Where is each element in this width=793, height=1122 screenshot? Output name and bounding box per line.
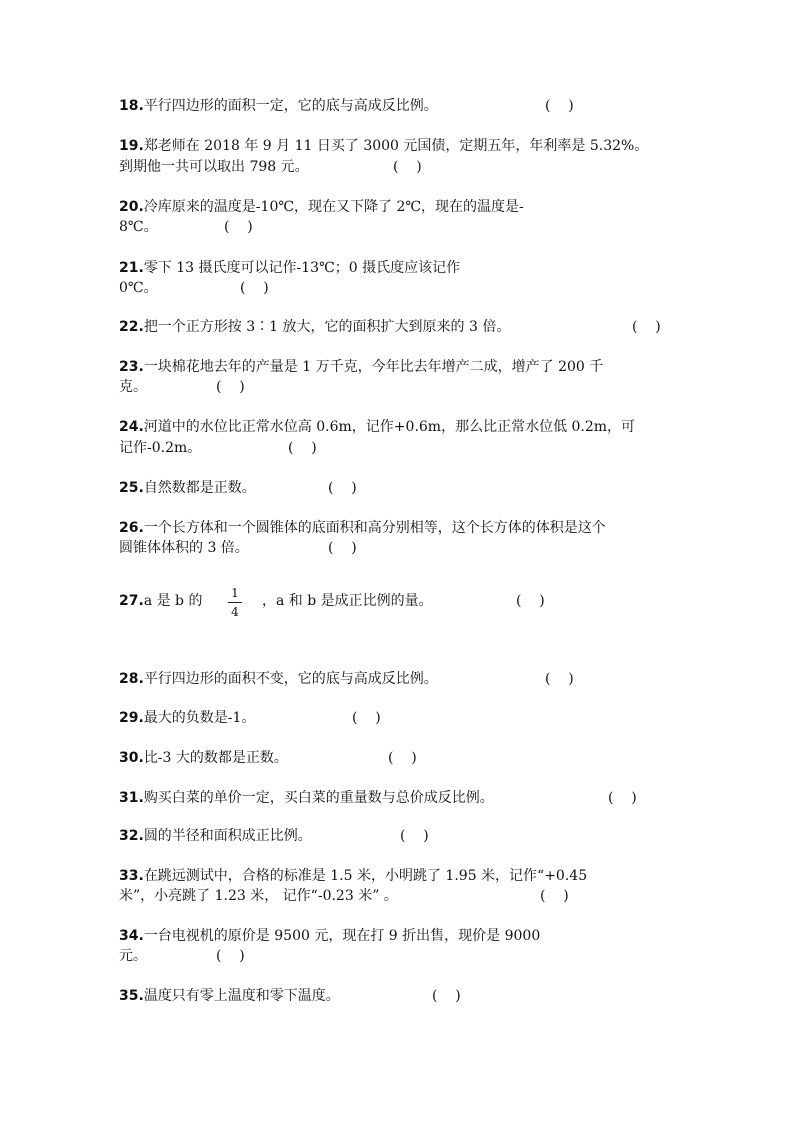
question-text: 克。 [119, 379, 147, 395]
question-number: 25. [119, 480, 144, 496]
question-text: a 是 b 的 [143, 593, 203, 609]
question-18 [119, 96, 438, 116]
question-20-line-2 [119, 217, 158, 237]
question-23 [119, 357, 603, 377]
question-number: 18. [119, 98, 144, 114]
question-27-continuation [262, 591, 433, 611]
question-33-line-2 [119, 886, 398, 906]
answer-parentheses[interactable]: ( ) [216, 948, 245, 964]
answer-parentheses[interactable]: ( ) [328, 540, 357, 556]
question-25 [119, 478, 256, 498]
fraction-one-quarter [228, 586, 242, 619]
question-text: 0℃。 [119, 280, 158, 296]
fraction-bar [228, 602, 242, 603]
question-number: 32. [119, 828, 144, 844]
question-21 [119, 258, 460, 278]
answer-parentheses[interactable]: ( ) [516, 593, 545, 609]
question-20 [119, 197, 524, 217]
question-text: 河道中的水位比正常水位高 0.6m，记作+0.6m，那么比正常水位低 0.2m，可 [143, 419, 636, 435]
answer-parentheses[interactable]: ( ) [432, 988, 461, 1004]
question-text: 冷库原来的温度是-10℃，现在又下降了 2℃，现在的温度是- [143, 199, 524, 215]
question-text: 自然数都是正数。 [143, 480, 256, 496]
question-text: 元。 [119, 948, 147, 964]
question-23-line-2 [119, 377, 147, 397]
question-number: 22. [119, 319, 144, 335]
question-text: 温度只有零上温度和零下温度。 [143, 988, 340, 1004]
answer-parentheses[interactable]: ( ) [240, 280, 269, 296]
question-text: 平行四边形的面积一定，它的底与高成反比例。 [143, 98, 438, 114]
answer-parentheses[interactable]: ( ) [393, 159, 422, 175]
answer-parentheses[interactable]: ( ) [224, 219, 253, 235]
question-text: 8℃。 [119, 219, 158, 235]
question-text: 比-3 大的数都是正数。 [143, 750, 288, 766]
question-number: 34. [119, 928, 144, 944]
question-24 [119, 417, 635, 437]
fraction-numerator: 1 [231, 586, 239, 600]
question-number: 26. [119, 520, 144, 536]
question-28 [119, 669, 438, 689]
answer-parentheses[interactable]: ( ) [388, 750, 417, 766]
question-number: 21. [119, 260, 144, 276]
answer-parentheses[interactable]: ( ) [632, 319, 661, 335]
question-text: 圆的半径和面积成正比例。 [143, 828, 312, 844]
question-text: 记作-0.2m。 [119, 440, 202, 456]
question-text: 一台电视机的原价是 9500 元，现在打 9 折出售，现价是 9000 [143, 928, 541, 944]
question-text: 平行四边形的面积不变，它的底与高成反比例。 [143, 671, 438, 687]
question-29 [119, 708, 255, 728]
question-24-line-2 [119, 438, 201, 458]
question-27 [119, 591, 202, 611]
question-26-line-2 [119, 538, 249, 558]
answer-parentheses[interactable]: ( ) [400, 828, 429, 844]
question-text: 零下 13 摄氏度可以记作-13℃；0 摄氏度应该记作 [143, 260, 461, 276]
answer-parentheses[interactable]: ( ) [288, 440, 317, 456]
question-30 [119, 748, 288, 768]
question-number: 29. [119, 710, 144, 726]
answer-parentheses[interactable]: ( ) [545, 671, 574, 687]
question-text: 购买白菜的单价一定，买白菜的重量数与总价成反比例。 [143, 790, 494, 806]
question-text: 一个长方体和一个圆锥体的底面积和高分别相等，这个长方体的体积是这个 [143, 520, 606, 536]
question-26 [119, 518, 606, 538]
question-number: 35. [119, 988, 144, 1004]
fraction-denominator: 4 [231, 605, 239, 619]
question-34-line-2 [119, 946, 147, 966]
question-19-line-2 [119, 157, 309, 177]
question-text: 最大的负数是-1。 [143, 710, 256, 726]
question-32 [119, 826, 312, 846]
question-number: 30. [119, 750, 144, 766]
question-text: 在跳远测试中，合格的标准是 1.5 米，小明跳了 1.95 米，记作“+0.45 [143, 868, 588, 884]
question-number: 31. [119, 790, 144, 806]
question-34 [119, 926, 540, 946]
question-number: 33. [119, 868, 144, 884]
answer-parentheses[interactable]: ( ) [545, 98, 574, 114]
question-19 [119, 136, 648, 156]
question-text: 郑老师在 2018 年 9 月 11 日买了 3000 元国债，定期五年，年利率是 5.32%。 [143, 138, 649, 154]
question-text: ，a 和 b 是成正比例的量。 [262, 593, 433, 609]
question-text: 把一个正方形按 3∶1 放大，它的面积扩大到原来的 3 倍。 [143, 319, 511, 335]
question-number: 27. [119, 593, 144, 609]
question-text: 米”，小亮跳了 1.23 米， 记作“-0.23 米” 。 [119, 888, 398, 904]
answer-parentheses[interactable]: ( ) [352, 710, 381, 726]
question-22 [119, 317, 510, 337]
question-text: 圆锥体体积的 3 倍。 [119, 540, 249, 556]
question-number: 20. [119, 199, 144, 215]
question-number: 24. [119, 419, 144, 435]
question-31 [119, 788, 494, 808]
question-text: 一块棉花地去年的产量是 1 万千克，今年比去年增产二成，增产了 200 千 [143, 359, 604, 375]
answer-parentheses[interactable]: ( ) [328, 480, 357, 496]
answer-parentheses[interactable]: ( ) [608, 790, 637, 806]
question-33 [119, 866, 587, 886]
answer-parentheses[interactable]: ( ) [540, 888, 569, 904]
question-21-line-2 [119, 278, 158, 298]
question-number: 28. [119, 671, 144, 687]
question-number: 19. [119, 138, 144, 154]
answer-parentheses[interactable]: ( ) [216, 379, 245, 395]
question-number: 23. [119, 359, 144, 375]
question-text: 到期他一共可以取出 798 元。 [119, 159, 309, 175]
question-35 [119, 986, 340, 1006]
